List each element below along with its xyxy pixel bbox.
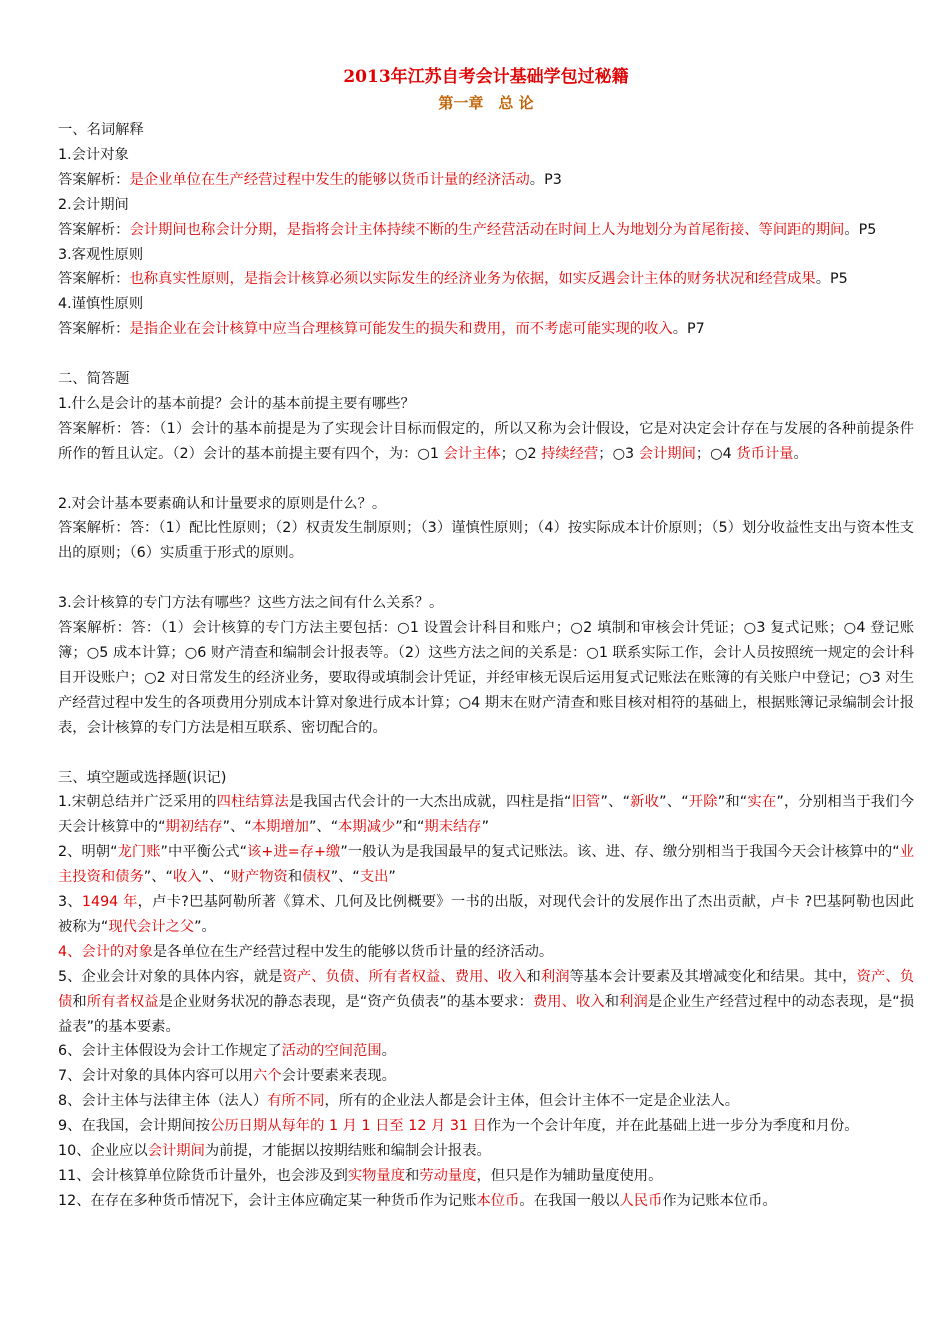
answer-2: 答案解析：答：（1）配比性原则；（2）权责发生制原则；（3）谨慎性原则；（4）按实际成本计价原则；（5）划分收益性支出与资本性支出的原则；（6）实质重于形式的原则。 bbox=[58, 520, 914, 562]
term-heading: 4.谨慎性原则 bbox=[58, 296, 144, 313]
answer-1: 答案解析：答：（1）会计的基本前提是为了实现会计目标而假定的，所以又称为会计假设，它是对决定会计存在与发展的各种前提条件所作的暂且认定。（2）会计的基本前提主要有四个，为：○1 会计主体；○2 持续经营；○3 会计期间；○4 货币计量。 bbox=[58, 420, 914, 462]
section-heading-short-answer: 二、简答题 bbox=[58, 371, 130, 388]
fill-in-item: 6、会计主体假设为会计工作规定了活动的空间范围。 bbox=[58, 1043, 396, 1060]
term-answer: 答案解析：会计期间也称会计分期，是指将会计主体持续不断的生产经营活动在时间上人为地划分为首尾衔接、等间距的期间。P5 bbox=[58, 221, 877, 238]
fill-in-item: 8、会计主体与法律主体（法人）有所不同，所有的企业法人都是会计主体，但会计主体不一定是企业法人。 bbox=[58, 1093, 740, 1110]
term-answer: 答案解析：是指企业在会计核算中应当合理核算可能发生的损失和费用，而不考虑可能实现的收入。P7 bbox=[58, 321, 705, 338]
fill-in-item: 2、明朝“龙门账”中平衡公式“该+进=存+缴”一般认为是我国最早的复式记账法。该、进、存、缴分别相当于我国今天会计核算中的“业主投资和债务”、“收入”、“财产物资和债权”、“支出” bbox=[58, 844, 914, 886]
fill-in-item: 12、在存在多种货币情况下，会计主体应确定某一种货币作为记账本位币。在我国一般以人民币作为记账本位币。 bbox=[58, 1192, 777, 1209]
document-page bbox=[58, 62, 914, 1214]
fill-in-item: 10、企业应以会计期间为前提，才能据以按期结账和编制会计报表。 bbox=[58, 1143, 491, 1160]
term-heading: 2.会计期间 bbox=[58, 196, 129, 213]
chapter-heading: 第一章 总 论 bbox=[438, 94, 534, 112]
document-title: 2013年江苏自考会计基础学包过秘籍 bbox=[343, 67, 629, 87]
fill-in-item: 11、会计核算单位除货币计量外，也会涉及到实物量度和劳动量度，但只是作为辅助量度使用。 bbox=[58, 1168, 663, 1184]
section-heading-fill-in: 三、填空题或选择题(识记) bbox=[58, 769, 227, 786]
fill-in-item: 5、企业会计对象的具体内容，就是资产、负债、所有者权益、费用、收入和利润等基本会计要素及其增减变化和结果。其中，资产、负债和所有者权益是企业财务状况的静态表现，是“资产负债表”的基本要求：费用、收入和利润是企业生产经营过程中的动态表现，是“损益表”的基本要素。 bbox=[58, 968, 915, 1035]
fill-in-section bbox=[58, 790, 914, 1213]
question-2: 2.对会计基本要素确认和计量要求的原则是什么？。 bbox=[58, 495, 387, 512]
fill-in-item: 4、会计的对象是各单位在生产经营过程中发生的能够以货币计量的经济活动。 bbox=[58, 943, 554, 960]
fill-in-item: 3、1494 年，卢卡?巴基阿勒所著《算术、几何及比例概要》一书的出版，对现代会计的发展作出了杰出贡献，卢卡 ?巴基阿勒也因此被称为“现代会计之父”。 bbox=[58, 894, 914, 935]
question-1: 1.什么是会计的基本前提？会计的基本前提主要有哪些？ bbox=[58, 395, 415, 412]
fill-in-item: 1.宋朝总结并广泛采用的四柱结算法是我国古代会计的一大杰出成就，四柱是指“旧管”、“新收”、“开除”和“实在”，分别相当于我们今天会计核算中的“期初结存”、“本期增加”、“本期减少”和“期末结存” bbox=[58, 794, 915, 836]
term-answer: 答案解析：也称真实性原则，是指会计核算必须以实际发生的经济业务为依据，如实反遇会计主体的财务状况和经营成果。P5 bbox=[58, 271, 848, 288]
term-heading: 3.客观性原则 bbox=[58, 246, 144, 263]
terms-section bbox=[58, 143, 914, 342]
question-3: 3.会计核算的专门方法有哪些？这些方法之间有什么关系？。 bbox=[58, 595, 444, 612]
term-answer: 答案解析：是企业单位在生产经营过程中发生的能够以货币计量的经济活动。P3 bbox=[58, 171, 562, 188]
section-heading-terms: 一、名词解释 bbox=[58, 122, 144, 138]
term-heading: 1.会计对象 bbox=[58, 146, 129, 163]
fill-in-item: 9、在我国，会计期间按公历日期从每年的 1 月 1 日至 12 月 31 日作为一个会计年度，并在此基础上进一步分为季度和月份。 bbox=[58, 1118, 859, 1135]
answer-3: 答案解析：答：（1）会计核算的专门方法主要包括：○1 设置会计科目和账户；○2 填制和审核会计凭证；○3 复式记账；○4 登记账簿；○5 成本计算；○6 财产清查和编制会计报表等。（2）这些方法之间的关系是：○1 联系实际工作，会计人员按照统一规定的会计科目开设账户；○2 对日常发生的经济业务，要取得或填制会计凭证，并经审核无误后运用复式记账法在账簿的有关账户中登记；○3 对生产经营过程中发生的各项费用分别成本计算对象进行成本计算；○4 期末在财产清查和账目核对相符的基础上，根据账簿记录编制会计报表，会计核算的专门方法是相互联系、密切配合的。 bbox=[58, 620, 914, 736]
fill-in-item: 7、会计对象的具体内容可以用六个会计要素来表现。 bbox=[58, 1068, 396, 1085]
